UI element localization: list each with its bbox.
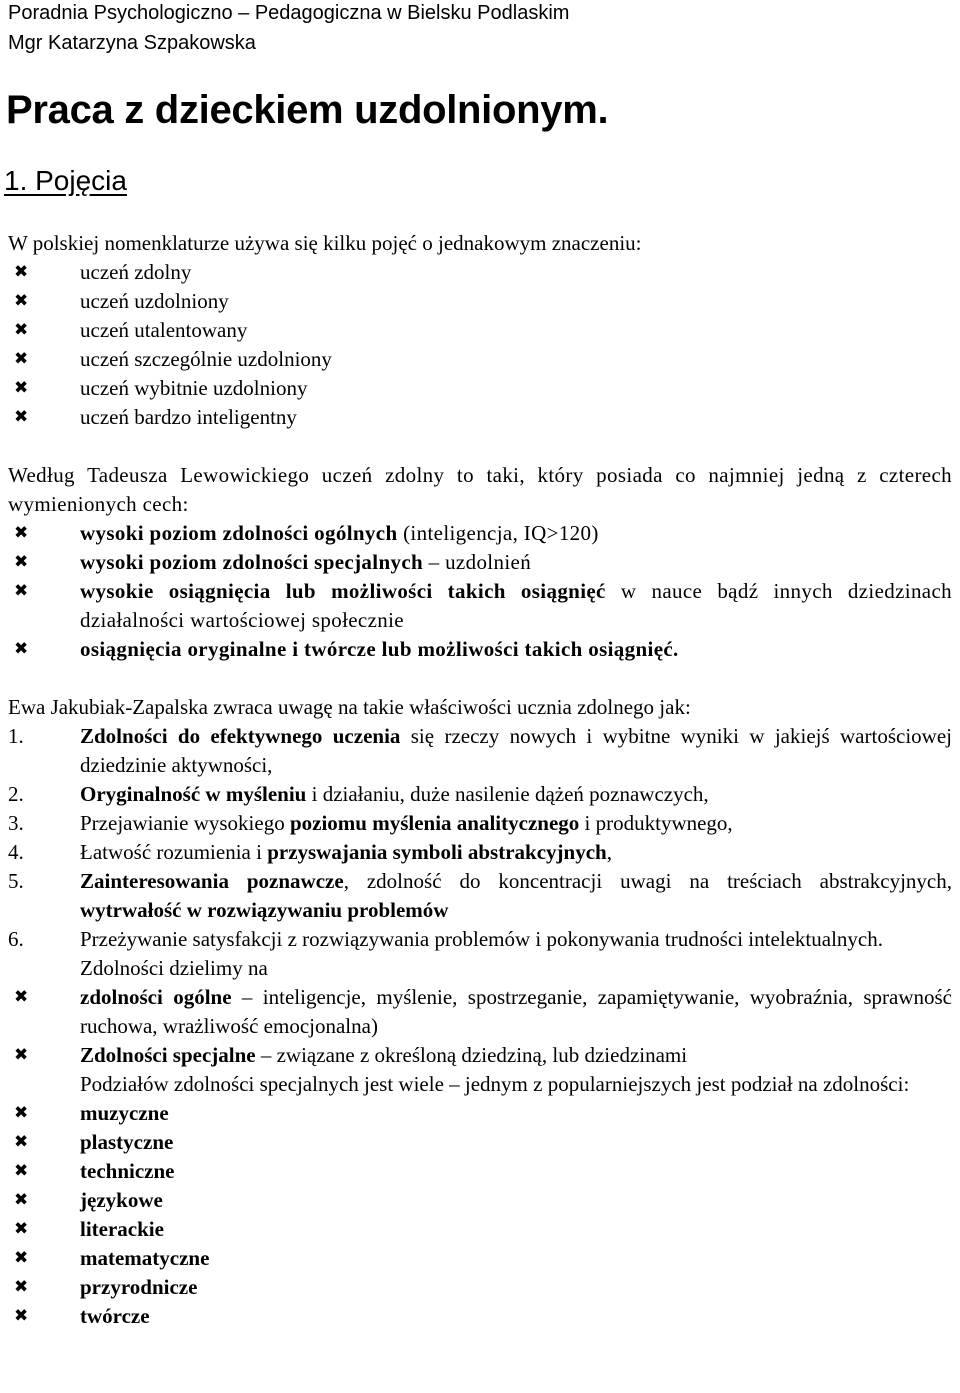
list-item: ✖ wysoki poziom zdolności ogólnych (inteligencja, IQ>120) <box>8 519 952 548</box>
cross-bullet-icon: ✖ <box>14 1277 29 1297</box>
jakubiak-intro: Ewa Jakubiak-Zapalska zwraca uwagę na takie właściwości ucznia zdolnego jak: <box>8 695 691 719</box>
cross-bullet-icon: ✖ <box>14 1132 29 1152</box>
lewowicki-block <box>8 461 952 664</box>
list-item: 4. Łatwość rozumienia i przyswajania symboli abstrakcyjnych, <box>8 840 612 864</box>
cross-bullet-icon: ✖ <box>14 1161 29 1181</box>
list-item: ✖ uczeń bardzo inteligentny <box>8 403 952 432</box>
list-item: 5. Zainteresowania poznawcze, zdolność do koncentracji uwagi na treściach abstrakcyjnych, wytrwałość w rozwiązywaniu problemów <box>8 869 952 922</box>
list-item: ✖ uczeń zdolny <box>8 258 952 287</box>
cross-bullet-icon: ✖ <box>14 987 29 1007</box>
list-item: ✖ Zdolności specjalne – związane z określoną dziedziną, lub dziedzinami <box>8 1041 952 1070</box>
cross-bullet-icon: ✖ <box>14 320 29 340</box>
cross-bullet-icon: ✖ <box>14 1248 29 1268</box>
list-item: ✖ twórcze <box>8 1302 952 1331</box>
cross-bullet-icon: ✖ <box>14 523 29 543</box>
terms-list <box>8 258 952 432</box>
cross-bullet-icon: ✖ <box>14 1306 29 1326</box>
cross-bullet-icon: ✖ <box>14 552 29 572</box>
author-name: Mgr Katarzyna Szpakowska <box>8 32 256 54</box>
list-item: ✖ językowe <box>8 1186 952 1215</box>
list-item: 3. Przejawianie wysokiego poziomu myślenia analitycznego i produktywnego, <box>8 811 733 835</box>
list-item: ✖ literackie <box>8 1215 952 1244</box>
cross-bullet-icon: ✖ <box>14 262 29 282</box>
list-item: 1. Zdolności do efektywnego uczenia się rzeczy nowych i wybitne wyniki w jakiejś wartościowej dziedzinie aktywności, <box>8 724 952 777</box>
list-item: ✖ techniczne <box>8 1157 952 1186</box>
list-item: ✖ uczeń utalentowany <box>8 316 952 345</box>
document-page <box>4 0 952 1331</box>
list-item: ✖ uczeń uzdolniony <box>8 287 952 316</box>
cross-bullet-icon: ✖ <box>14 581 29 601</box>
page-title: Praca z dzieckiem uzdolnionym. <box>6 88 609 132</box>
section-heading-text: 1. Pojęcia <box>4 165 127 196</box>
cross-bullet-icon: ✖ <box>14 407 29 427</box>
list-item: ✖ uczeń szczególnie uzdolniony <box>8 345 952 374</box>
cross-bullet-icon: ✖ <box>14 378 29 398</box>
list-item: 2. Oryginalność w myśleniu i działaniu, duże nasilenie dążeń poznawczych, <box>8 782 709 806</box>
cross-bullet-icon: ✖ <box>14 639 29 659</box>
division-intro: Zdolności dzielimy na <box>80 956 268 980</box>
cross-bullet-icon: ✖ <box>14 1103 29 1123</box>
lewowicki-intro: Według Tadeusza Lewowickiego uczeń zdolny to taki, który posiada co najmniej jedną z czterech wymienionych cech: <box>8 463 952 516</box>
list-item: ✖ przyrodnicze <box>8 1273 952 1302</box>
jakubiak-list <box>8 722 952 954</box>
list-item: ✖ muzyczne <box>8 1099 952 1128</box>
list-item: ✖ wysokie osiągnięcia lub możliwości takich osiągnięć w nauce bądź innych dziedzinach działalności wartościowej społecznie <box>14 579 952 632</box>
list-item: ✖ wysoki poziom zdolności specjalnych – uzdolnień <box>8 548 952 577</box>
list-item: ✖ matematyczne <box>8 1244 952 1273</box>
list-item: 6. Przeżywanie satysfakcji z rozwiązywania problemów i pokonywania trudności intelektualnych. <box>8 927 883 951</box>
document-header <box>8 0 952 58</box>
institution-name: Poradnia Psychologiczno – Pedagogiczna w Bielsku Podlaskim <box>8 2 570 24</box>
special-division-note: Podziałów zdolności specjalnych jest wiele – jednym z popularniejszych jest podział na zdolności: <box>80 1072 910 1096</box>
terms-intro: W polskiej nomenklaturze używa się kilku pojęć o jednakowym znaczeniu: <box>8 231 642 255</box>
cross-bullet-icon: ✖ <box>14 1190 29 1210</box>
cross-bullet-icon: ✖ <box>14 349 29 369</box>
list-item: ✖ plastyczne <box>8 1128 952 1157</box>
list-item: ✖ uczeń wybitnie uzdolniony <box>8 374 952 403</box>
section-heading <box>4 162 952 200</box>
cross-bullet-icon: ✖ <box>14 1219 29 1239</box>
list-item: ✖ zdolności ogólne – inteligencje, myślenie, spostrzeganie, zapamiętywanie, wyobraźnia, sprawność ruchowa, wrażliwość emocjonalna) <box>14 985 952 1038</box>
special-kinds-list <box>8 1099 952 1331</box>
lewowicki-list <box>8 519 952 664</box>
cross-bullet-icon: ✖ <box>14 291 29 311</box>
list-item: ✖ osiągnięcia oryginalne i twórcze lub możliwości takich osiągnięć. <box>8 635 952 664</box>
division-list <box>8 983 952 1070</box>
cross-bullet-icon: ✖ <box>14 1045 29 1065</box>
